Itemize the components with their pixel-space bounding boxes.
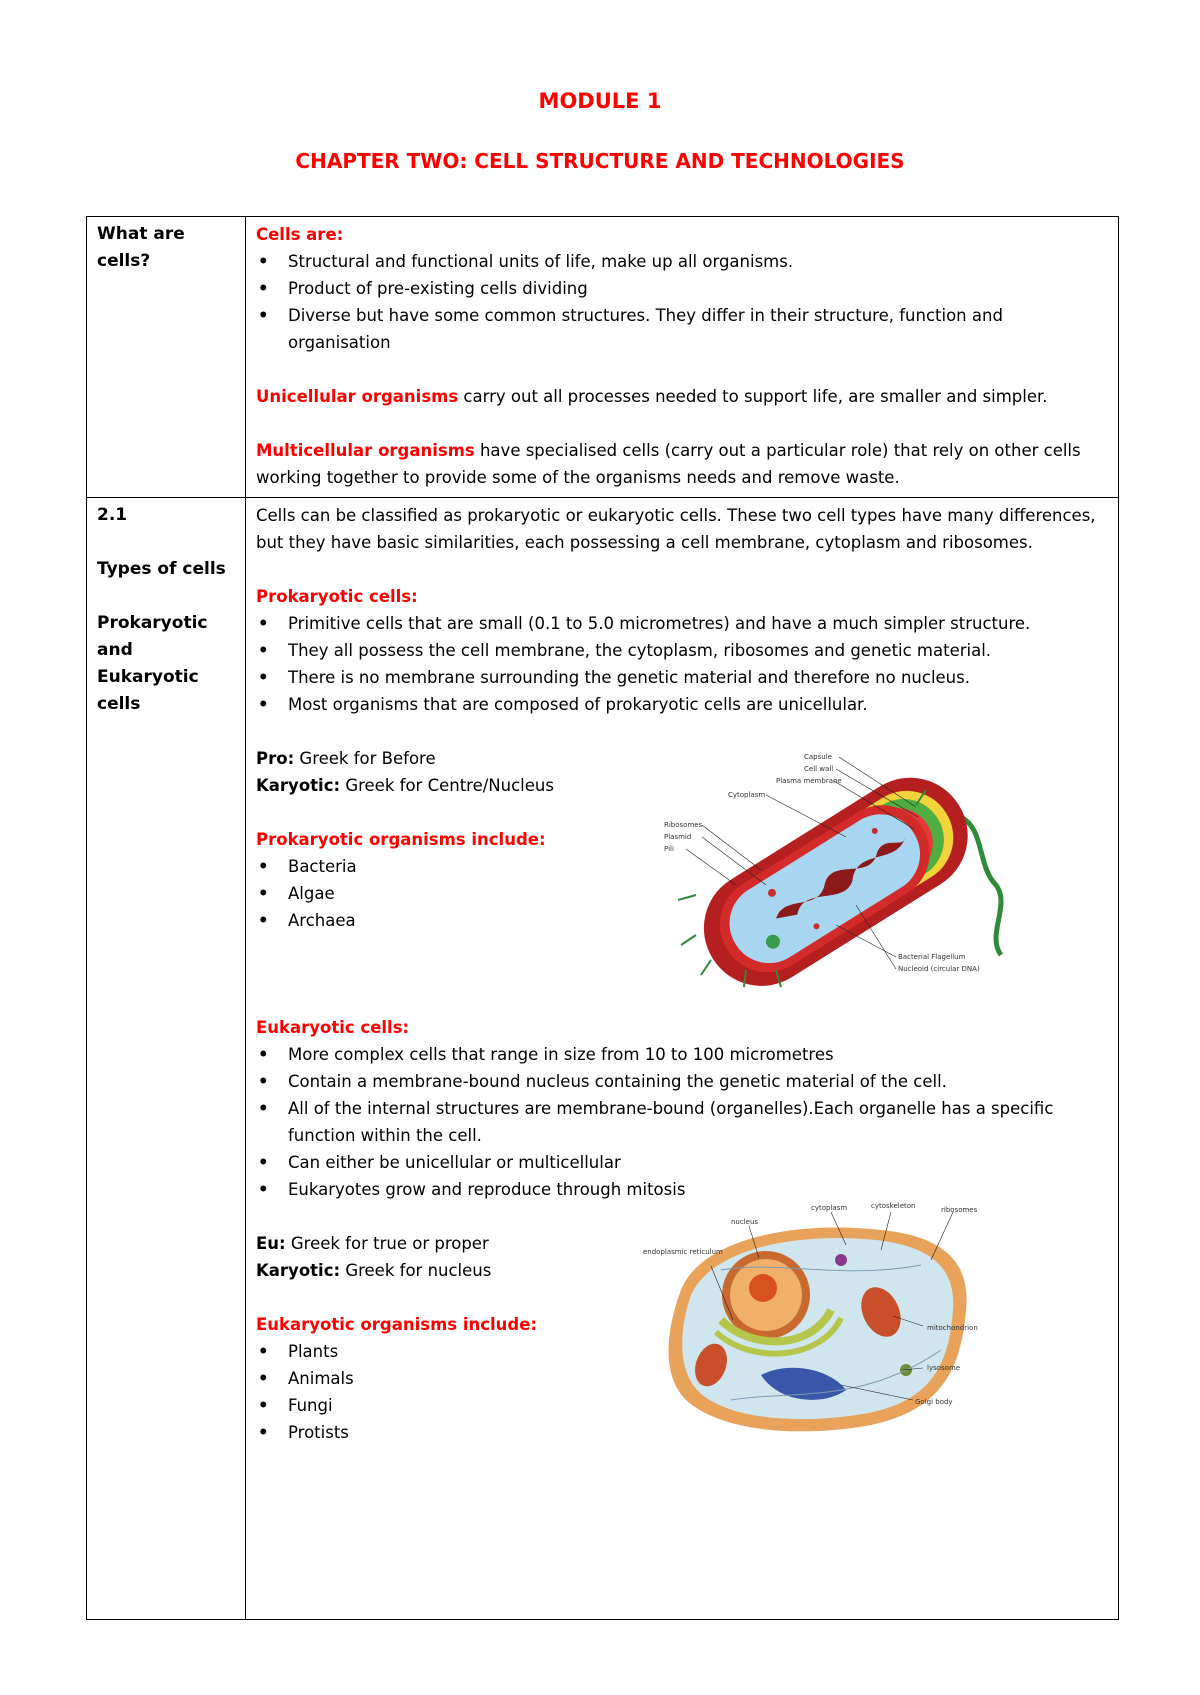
section-title: Types of cells [97,559,226,579]
figure-label: cytoplasm [811,1204,848,1212]
prokaryotic-organisms-heading: Prokaryotic organisms include: [256,830,546,849]
list-item: • Protists [288,1419,1110,1446]
karyotic-text: Greek for nucleus [340,1261,492,1280]
list-item: • Primitive cells that are small (0.1 to 5.0 micrometres) and have a much simpler structure. [288,610,1110,637]
unicellular-text: carry out all processes needed to support life, are smaller and simpler. [458,387,1048,406]
eukaryotic-organisms-heading: Eukaryotic organisms include: [256,1315,538,1334]
multicellular-paragraph [256,437,1110,491]
eukaryotic-heading: Eukaryotic cells: [256,1018,410,1037]
figure-label: endoplasmic reticulum [643,1248,723,1256]
table-row [87,217,1119,498]
figure-label: Plasmid [664,833,692,841]
figure-label: Cytoplasm [728,791,766,799]
figure-label: cytoskeleton [871,1202,916,1210]
figure-label: Cell wall [804,765,834,773]
intro-paragraph: Cells can be classified as prokaryotic or eukaryotic cells. These two cell types have many differences, but they have basic similarities, each possessing a cell membrane, cytoplasm and ribosomes. [256,506,1096,552]
figure-label: Capsule [804,753,832,761]
list-item: • Bacteria [288,853,1110,880]
list-item: • There is no membrane surrounding the genetic material and therefore no nucleus. [288,664,1110,691]
karyotic-text: Greek for Centre/Nucleus [340,776,554,795]
karyotic-term: Karyotic: [256,776,341,795]
row-content-cell [246,498,1119,1620]
list-item: • Most organisms that are composed of prokaryotic cells are unicellular. [288,691,1110,718]
eu-text: Greek for true or proper [285,1234,489,1253]
prokaryotic-section [256,745,1110,1014]
prokaryotic-heading: Prokaryotic cells: [256,587,418,606]
cells-heading: Cells are: [256,225,344,244]
cells-bullet-list [256,248,1110,356]
list-item: • Can either be unicellular or multicellular [288,1149,1110,1176]
list-item: • Fungi [288,1392,1110,1419]
list-item: • Product of pre-existing cells dividing [288,275,1110,302]
content-table [86,216,1119,1620]
chapter-title: CHAPTER TWO: CELL STRUCTURE AND TECHNOLOGIES [295,149,905,173]
list-item: • More complex cells that range in size from 10 to 100 micrometres [288,1041,1110,1068]
list-item: • All of the internal structures are membrane-bound (organelles).Each organelle has a specific function within the cell. [288,1095,1110,1149]
list-item: • Diverse but have some common structures. They differ in their structure, function and organisation [288,302,1110,356]
figure-label: mitochondrion [927,1324,978,1332]
eukaryotic-bullet-list [256,1041,1110,1203]
title-block [0,88,1200,174]
figure-label: Nucleoid (circular DNA) [898,965,980,973]
eu-term: Eu: [256,1234,286,1253]
multicellular-text: have specialised cells (carry out a particular role) that rely on other cells working together to provide some of the organisms needs and remove waste. [256,441,1081,487]
eukaryotic-section [256,1202,1110,1446]
figure-label: Plasma membrane [776,777,842,785]
eukaryotic-organisms-list [256,1338,1110,1446]
row-label-cell [87,217,246,498]
section-number: 2.1 [97,505,128,525]
module-title: MODULE 1 [538,89,662,113]
figure-label: Ribosomes [664,821,703,829]
figure-label: lysosome [927,1364,961,1372]
row-content-cell [246,217,1119,498]
table-row [87,498,1119,1620]
figure-label: Pili [664,845,674,853]
unicellular-term: Unicellular organisms [256,387,459,406]
karyotic-term: Karyotic: [256,1261,341,1280]
row-label: What are cells? [97,224,185,271]
list-item: • Archaea [288,907,1110,934]
prokaryotic-bullet-list [256,610,1110,718]
unicellular-paragraph [256,383,1110,410]
figure-label: ribosomes [941,1206,978,1214]
list-item: • Contain a membrane-bound nucleus containing the genetic material of the cell. [288,1068,1110,1095]
prokaryotic-organisms-list [256,853,1110,934]
row-label-cell [87,498,246,1620]
figure-label: Bacterial Flagellum [898,953,966,961]
pro-term: Pro: [256,749,295,768]
list-item: • They all possess the cell membrane, the cytoplasm, ribosomes and genetic material. [288,637,1110,664]
multicellular-term: Multicellular organisms [256,441,475,460]
figure-label: Golgi body [915,1398,953,1406]
section-subtitle: Prokaryotic and Eukaryotic cells [97,613,208,714]
list-item: • Structural and functional units of life, make up all organisms. [288,248,1110,275]
pro-text: Greek for Before [294,749,436,768]
list-item: • Plants [288,1338,1110,1365]
list-item: • Animals [288,1365,1110,1392]
list-item: • Eukaryotes grow and reproduce through mitosis [288,1176,1110,1203]
list-item: • Algae [288,880,1110,907]
figure-label: nucleus [731,1218,759,1226]
